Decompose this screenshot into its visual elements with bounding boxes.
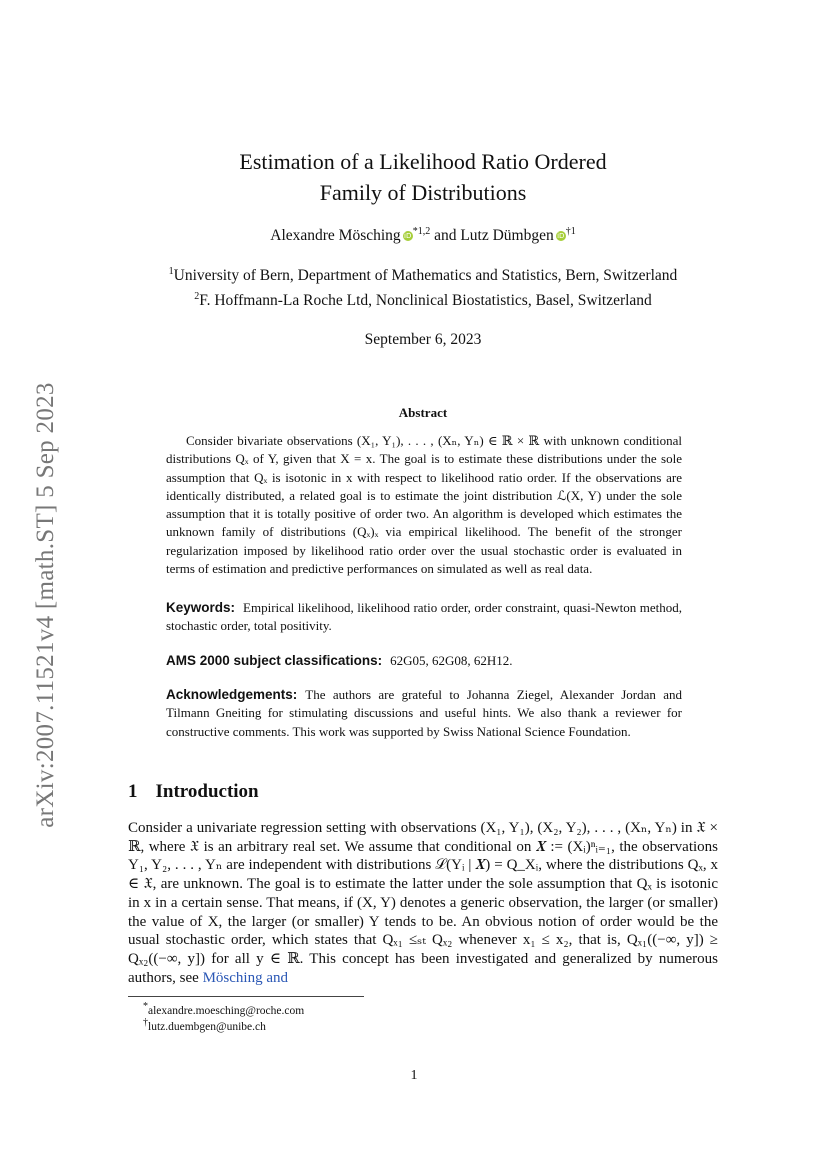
footnote-1-email: alexandre.moesching@roche.com <box>148 1004 305 1017</box>
author1-marks: *1,2 <box>412 226 431 237</box>
author-dumbgen: Lutz Dümbgen <box>460 227 554 245</box>
affiliation-2 <box>100 286 746 311</box>
affiliation-1-text: University of Bern, Department of Mathematics and Statistics, Bern, Switzerland <box>173 267 678 285</box>
ams-block <box>166 652 682 670</box>
citation-link[interactable]: Mösching and <box>202 969 288 986</box>
keywords-label: Keywords: <box>166 600 236 615</box>
arxiv-sidebar <box>32 352 59 858</box>
abstract-heading: Abstract <box>398 405 448 420</box>
author-conjunction: and <box>430 227 461 245</box>
ams-text: 62G05, 62G08, 62H12. <box>390 653 513 668</box>
affiliation-1 <box>100 261 746 286</box>
section-title: Introduction <box>155 781 259 802</box>
footnote-1 <box>143 1001 304 1017</box>
acknowledgements-block <box>166 686 682 741</box>
keywords-block <box>166 599 682 636</box>
footnote-2-mark: † <box>143 1017 148 1028</box>
title-line-2: Family of Distributions <box>319 180 527 205</box>
affiliation-1-mark: 1 <box>168 266 174 277</box>
section-number: 1 <box>128 781 138 802</box>
page-number: 1 <box>410 1068 418 1083</box>
abstract-body: Consider bivariate observations (X₁, Y₁), . . . , (Xₙ, Yₙ) ∈ ℝ × ℝ with unknown conditional distributions Qₓ of Y, given that X = x. The goal is to estimate these distributions under the sole assumption that Qₓ is isotonic in x with respect to likelihood ratio order. If the observations are identically distributed, a related goal is to estimate the joint distribution ℒ(X, Y) under the sole assumption that it is totally positive of order two. An algorithm is developed which estimates the unknown family of distributions (Qₓ)ₓ via empirical likelihood. The benefit of the stronger regularization imposed by likelihood ratio order over the usual stochastic order is evaluated in terms of estimation and predictive performances on simulated as well as real data. <box>166 433 682 577</box>
footnote-1-mark: * <box>143 1001 148 1012</box>
affiliation-2-mark: 2 <box>194 291 200 303</box>
author2-marks: †1 <box>565 226 576 237</box>
author-line <box>150 226 696 245</box>
title-line-1: Estimation of a Likelihood Ratio Ordered <box>239 149 607 174</box>
acknowledgements-text: The authors are grateful to Johanna Ziegel, Alexander Jordan and Tilmann Gneiting for stimulating discussions and useful hints. We also thank a reviewer for constructive comments. This work was supported by Swiss National Science Foundation. <box>166 687 682 739</box>
section-heading-introduction <box>128 781 259 803</box>
footnote-rule <box>128 996 364 997</box>
paper-title <box>150 146 696 208</box>
introduction-text: Consider a univariate regression setting with observations (X₁, Y₁), (X₂, Y₂), . . . , (Xₙ, Yₙ) in 𝔛 × ℝ, where 𝔛 is an arbitrary real set. We assume that conditional on 𝑿 := (Xᵢ)ⁿᵢ₌₁, the observations Y₁, Y₂, . . . , Yₙ are independent with distributions ℒ(Yᵢ | 𝑿) = Q_Xᵢ, where the distributions Qₓ, x ∈ 𝔛, are unknown. The goal is to estimate the latter under the sole assumption that Qₓ is isotonic in x in a certain sense. That means, if (X, Y) denotes a generic observation, the larger (or smaller) the value of X, the larger (or smaller) Y tends to be. An obvious notion of order would be the usual stochastic order, which states that Qₓ₁ ≤ₛₜ Qₓ₂ whenever x₁ ≤ x₂, that is, Qₓ₁((−∞, y]) ≥ Qₓ₂((−∞, y]) for all y ∈ ℝ. This concept has been investigated and generalized by numerous authors, see <box>128 820 718 986</box>
acknowledgements-label: Acknowledgements: <box>166 687 298 702</box>
orcid-icon[interactable]: iD <box>404 232 412 241</box>
keywords-text: Empirical likelihood, likelihood ratio order, order constraint, quasi-Newton method, stochastic order, total positivity. <box>166 600 682 634</box>
footnote-2 <box>143 1017 266 1033</box>
arxiv-identifier: arXiv:2007.11521v4 [math.ST] 5 Sep 2023 <box>32 382 59 828</box>
affiliation-2-text: F. Hoffmann-La Roche Ltd, Nonclinical Biostatistics, Basel, Switzerland <box>199 292 652 310</box>
footnote-2-email: lutz.duembgen@unibe.ch <box>148 1020 266 1033</box>
paper-date: September 6, 2023 <box>364 331 482 348</box>
orcid-icon[interactable]: iD <box>557 232 565 241</box>
introduction-paragraph <box>128 819 718 987</box>
ams-label: AMS 2000 subject classifications: <box>166 653 383 668</box>
affiliations <box>100 261 746 311</box>
author-mosching: Alexandre Mösching <box>270 227 401 245</box>
